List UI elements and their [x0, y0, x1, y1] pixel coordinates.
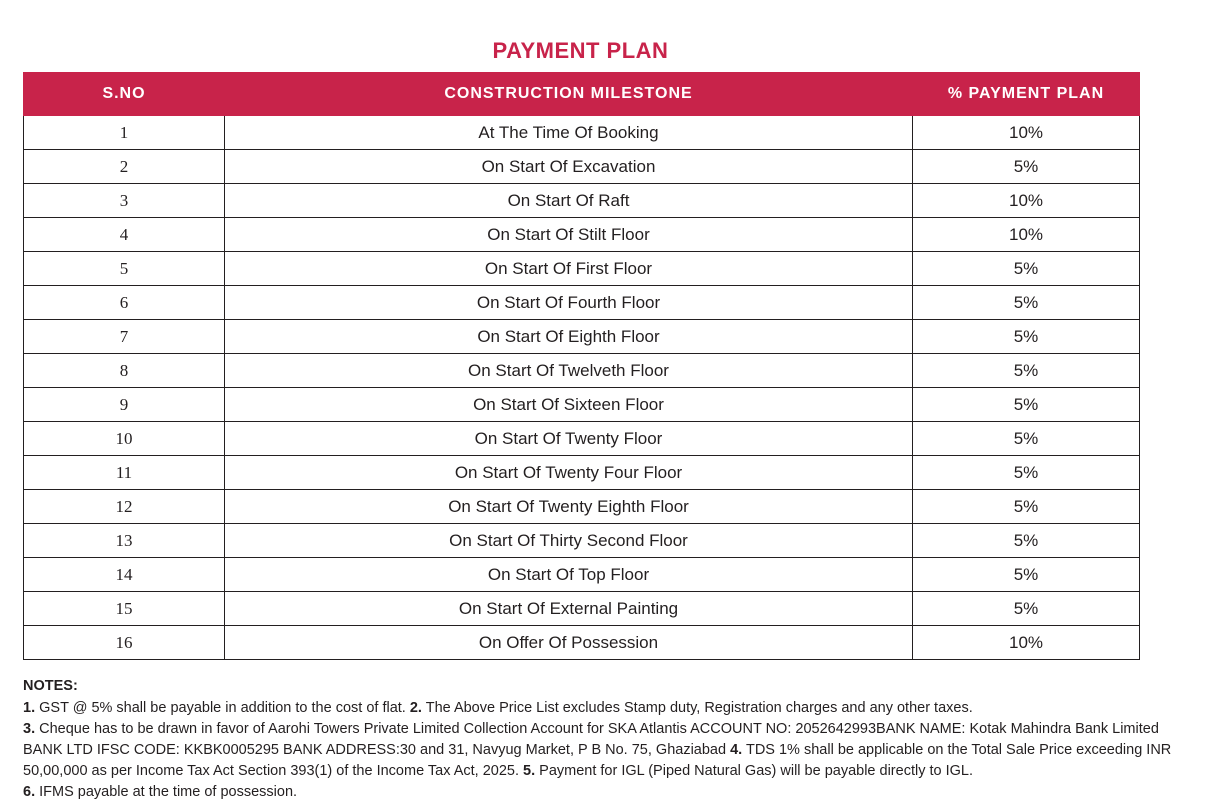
milestone-cell: On Start Of Eighth Floor — [225, 320, 913, 354]
payment-cell: 5% — [913, 456, 1140, 490]
payment-cell: 5% — [913, 320, 1140, 354]
milestone-cell: On Start Of Twenty Floor — [225, 422, 913, 456]
milestone-cell: On Start Of Stilt Floor — [225, 218, 913, 252]
milestone-cell: On Start Of Twelveth Floor — [225, 354, 913, 388]
note-number: 6. — [23, 784, 36, 800]
sno-cell: 14 — [24, 558, 225, 592]
sno-cell: 13 — [24, 524, 225, 558]
milestone-cell: On Start Of Twenty Four Floor — [225, 456, 913, 490]
notes-heading: NOTES: — [23, 678, 78, 694]
page-title: PAYMENT PLAN — [492, 38, 669, 63]
note-text: Payment for IGL (Piped Natural Gas) will be payable directly to IGL. — [539, 763, 974, 779]
table-row — [24, 456, 1140, 490]
milestone-cell: On Start Of External Painting — [225, 592, 913, 626]
payment-cell: 5% — [913, 524, 1140, 558]
milestone-cell: At The Time Of Booking — [225, 116, 913, 150]
milestone-cell: On Offer Of Possession — [225, 626, 913, 660]
payment-cell: 5% — [913, 354, 1140, 388]
table-row — [24, 184, 1140, 218]
sno-cell: 3 — [24, 184, 225, 218]
milestone-cell: On Start Of Raft — [225, 184, 913, 218]
notes-body — [23, 698, 1173, 803]
table-row — [24, 150, 1140, 184]
sno-cell: 12 — [24, 490, 225, 524]
table-row — [24, 354, 1140, 388]
table-row — [24, 286, 1140, 320]
notes-section — [23, 676, 1173, 803]
note-number: 2. — [409, 700, 422, 716]
sno-cell: 8 — [24, 354, 225, 388]
table-row — [24, 252, 1140, 286]
payment-cell: 10% — [913, 218, 1140, 252]
note-text: GST @ 5% shall be payable in addition to the cost of flat. — [39, 700, 406, 716]
note-text: The Above Price List excludes Stamp duty, Registration charges and any other taxes. — [425, 700, 973, 716]
table-row — [24, 626, 1140, 660]
payment-cell: 10% — [913, 184, 1140, 218]
milestone-cell: On Start Of Thirty Second Floor — [225, 524, 913, 558]
sno-cell: 15 — [24, 592, 225, 626]
milestone-cell: On Start Of First Floor — [225, 252, 913, 286]
payment-cell: 5% — [913, 252, 1140, 286]
table-row — [24, 388, 1140, 422]
payment-cell: 5% — [913, 422, 1140, 456]
sno-cell: 7 — [24, 320, 225, 354]
table-row — [24, 592, 1140, 626]
milestone-cell: On Start Of Excavation — [225, 150, 913, 184]
payment-cell: 5% — [913, 388, 1140, 422]
table-row — [24, 558, 1140, 592]
note-text: TDS 1% shall be applicable on the Total Sale Price exceeding INR 50,00,000 as per Income Tax Act Section 393(1) of the Income Tax Act, 2025. — [23, 742, 1172, 779]
sno-header: S.NO — [24, 73, 225, 116]
sno-cell: 4 — [24, 218, 225, 252]
milestone-cell: On Start Of Twenty Eighth Floor — [225, 490, 913, 524]
note-number: 4. — [730, 742, 743, 758]
table-row — [24, 422, 1140, 456]
table-row — [24, 320, 1140, 354]
sno-cell: 5 — [24, 252, 225, 286]
table-row — [24, 524, 1140, 558]
payment-header: % PAYMENT PLAN — [913, 73, 1140, 116]
milestone-cell: On Start Of Top Floor — [225, 558, 913, 592]
payment-cell: 5% — [913, 286, 1140, 320]
note-number: 1. — [23, 700, 36, 716]
note-number: 5. — [523, 763, 536, 779]
payment-cell: 5% — [913, 150, 1140, 184]
milestone-cell: On Start Of Fourth Floor — [225, 286, 913, 320]
sno-cell: 2 — [24, 150, 225, 184]
table-row — [24, 218, 1140, 252]
sno-cell: 11 — [24, 456, 225, 490]
sno-cell: 16 — [24, 626, 225, 660]
note-number: 3. — [23, 721, 36, 737]
table-body — [24, 116, 1140, 660]
sno-cell: 10 — [24, 422, 225, 456]
note-text: Cheque has to be drawn in favor of Aarohi Towers Private Limited Collection Account for SKA Atlantis ACCOUNT NO: 2052642993BANK NAME: Kotak Mahindra Bank Limited BANK LTD IFSC CODE: KKBK0005295 BANK ADDRESS:30 and 31, Navyug Market, P B No. 75, Ghaziabad — [23, 721, 1159, 758]
payment-cell: 10% — [913, 626, 1140, 660]
milestone-cell: On Start Of Sixteen Floor — [225, 388, 913, 422]
table-row — [24, 490, 1140, 524]
table-header-row — [24, 73, 1140, 116]
payment-cell: 10% — [913, 116, 1140, 150]
table-row — [24, 116, 1140, 150]
payment-cell: 5% — [913, 558, 1140, 592]
note-text: IFMS payable at the time of possession. — [39, 784, 298, 800]
sno-cell: 9 — [24, 388, 225, 422]
milestone-header: CONSTRUCTION MILESTONE — [225, 73, 913, 116]
sno-cell: 1 — [24, 116, 225, 150]
payment-plan-table — [23, 72, 1140, 660]
sno-cell: 6 — [24, 286, 225, 320]
payment-cell: 5% — [913, 490, 1140, 524]
payment-cell: 5% — [913, 592, 1140, 626]
